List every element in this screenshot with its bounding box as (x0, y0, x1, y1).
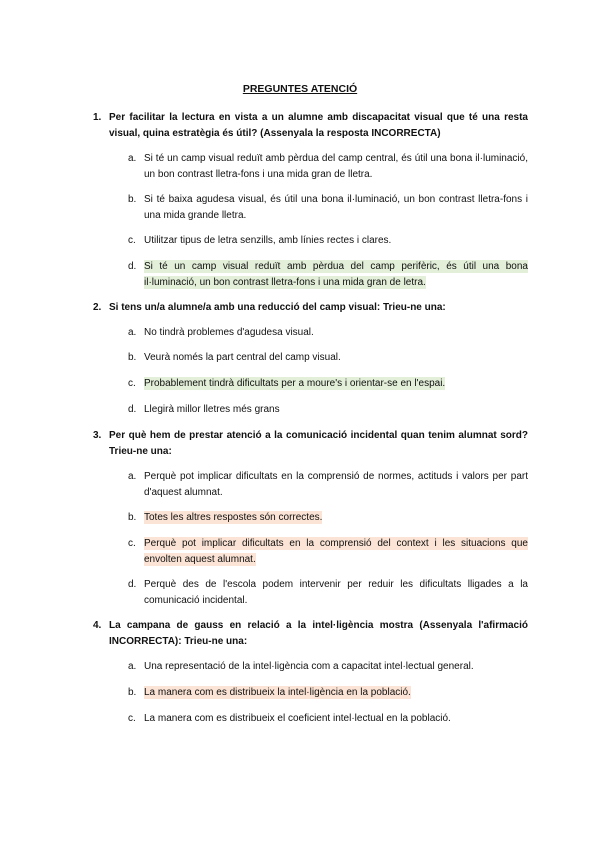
option-3b (128, 510, 528, 526)
option-letter: c. (128, 538, 136, 549)
option-letter: a. (128, 153, 137, 164)
option-4b (128, 685, 528, 701)
option-2b (128, 350, 528, 366)
option-letter: c. (128, 378, 136, 389)
option-text: Perquè pot implicar dificultats en la comprensió de normes, actituds i valors per part d'aquest alumnat. (144, 471, 528, 498)
question-text: La campana de gauss en relació a la intel·ligència mostra (Assenyala l'afirmació INCORRECTA): Trieu-ne una: (109, 620, 528, 647)
option-text: Si té un camp visual reduït amb pèrdua del camp central, és útil una bona il·luminació, un bon contrast lletra-fons i una mida gran de lletra. (144, 153, 528, 180)
option-4a (128, 659, 528, 675)
option-3c (128, 536, 528, 568)
option-3d (128, 577, 528, 609)
option-letter: b. (128, 352, 137, 363)
option-letter: b. (128, 194, 137, 205)
option-letter: a. (128, 661, 137, 672)
option-3a (128, 469, 528, 501)
option-4c (128, 711, 528, 727)
option-text: Llegirà millor lletres més grans (144, 404, 280, 415)
page-title: PREGUNTES ATENCIÓ (242, 83, 358, 95)
option-text: Utilitzar tipus de letra senzills, amb línies rectes i clares. (144, 235, 392, 246)
question-text: Si tens un/a alumne/a amb una reducció del camp visual: Trieu-ne una: (109, 302, 446, 313)
question-1 (93, 110, 528, 142)
option-letter: c. (128, 235, 136, 246)
question-text: Per què hem de prestar atenció a la comunicació incidental quan tenim alumnat sord? Trieu-ne una: (109, 430, 528, 457)
question-number: 3. (93, 430, 102, 441)
option-2a (128, 325, 528, 341)
option-1a (128, 151, 528, 183)
highlighted-option-text: Perquè pot implicar dificultats en la comprensió del context i les situacions que envolten aquest alumnat. (144, 538, 528, 565)
question-4 (93, 618, 528, 650)
option-text: La manera com es distribueix el coeficient intel·lectual en la població. (144, 713, 451, 724)
option-1b (128, 192, 528, 224)
option-letter: c. (128, 713, 136, 724)
option-text: Perquè des de l'escola podem intervenir per reduir les dificultats lligades a la comunicació incidental. (144, 579, 528, 606)
option-1d (128, 259, 528, 291)
option-text: Si té baixa agudesa visual, és útil una bona il·luminació, un bon contrast lletra-fons i una mida grande lletra. (144, 194, 528, 221)
highlighted-option-text: La manera com es distribueix la intel·ligència en la població. (144, 687, 411, 698)
question-text: Per facilitar la lectura en vista a un alumne amb discapacitat visual que té una resta visual, quina estratègia és útil? (Assenyala la resposta INCORRECTA) (109, 112, 528, 139)
option-letter: b. (128, 512, 137, 523)
highlighted-option-text: Totes les altres respostes són correctes. (144, 512, 323, 523)
highlighted-option-text: Si té un camp visual reduït amb pèrdua del camp perifèric, és útil una bona il·luminació, un bon contrast lletra-fons i una mida gran de letra. (144, 261, 528, 288)
option-1c (128, 233, 528, 249)
option-text: Veurà només la part central del camp visual. (144, 352, 341, 363)
option-letter: d. (128, 261, 137, 272)
question-number: 2. (93, 302, 102, 313)
highlighted-option-text: Probablement tindrà dificultats per a moure's i orientar-se en l'espai. (144, 378, 446, 389)
option-letter: d. (128, 404, 137, 415)
option-2d (128, 402, 528, 418)
question-2 (93, 300, 528, 316)
option-2c (128, 376, 528, 392)
option-letter: a. (128, 327, 137, 338)
option-text: Una representació de la intel·ligència com a capacitat intel·lectual general. (144, 661, 474, 672)
option-letter: a. (128, 471, 137, 482)
question-3 (93, 428, 528, 460)
option-text: No tindrà problemes d'agudesa visual. (144, 327, 314, 338)
question-number: 4. (93, 620, 102, 631)
option-letter: d. (128, 579, 137, 590)
option-letter: b. (128, 687, 137, 698)
question-number: 1. (93, 112, 102, 123)
